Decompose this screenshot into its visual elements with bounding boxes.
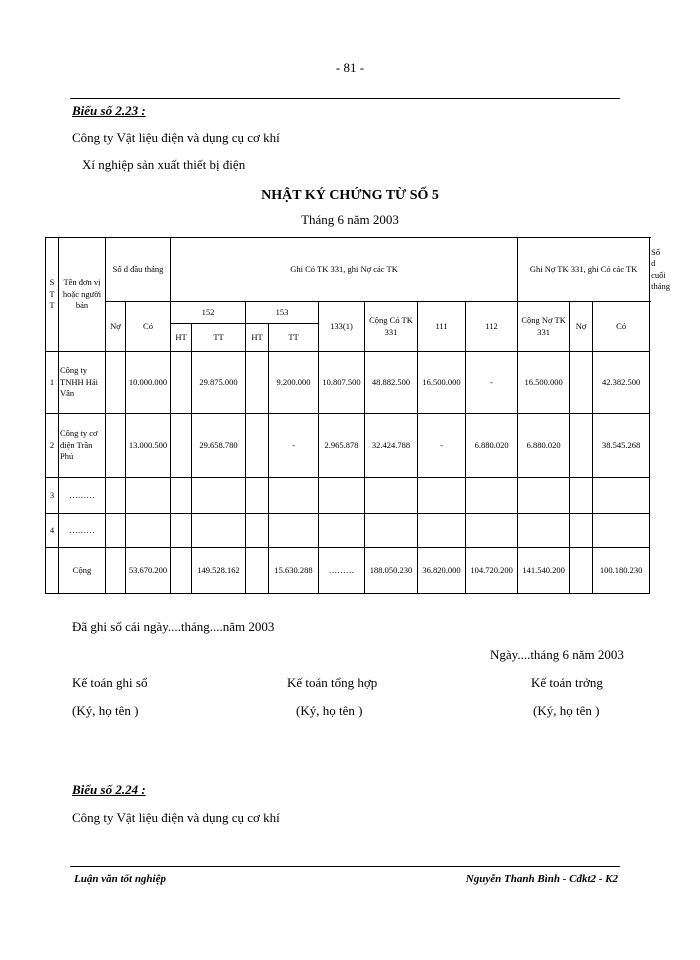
cell-cong-no: 6.880.020 (518, 414, 570, 478)
cell-du-cuoi-no (570, 352, 593, 414)
cell-ht152 (171, 514, 192, 548)
cell-du-cuoi-no (570, 478, 593, 514)
page-number: - 81 - (335, 60, 365, 75)
cell-cong-no (518, 514, 570, 548)
total-tk111: 36.820.000 (418, 548, 466, 594)
section-label-2-24: Biểu số 2.24 : (72, 782, 146, 797)
cell-ht153 (246, 514, 269, 548)
cell-tk111 (418, 514, 466, 548)
cell-tk112 (466, 514, 518, 548)
cell-du-cuoi-no (570, 414, 593, 478)
cell-ht152 (171, 414, 192, 478)
header-stt: S T T (46, 238, 59, 352)
total-tk112: 104.720.200 (466, 548, 518, 594)
cell-cong-co: 48.882.500 (365, 352, 418, 414)
table-row (46, 514, 650, 548)
header-tk152: 152 (171, 302, 246, 324)
section-label-2-23: Biểu số 2.23 : (72, 103, 146, 118)
cell-du-cuoi-co: 42.382.500 (593, 352, 650, 414)
signer-2-title: Kế toán tổng hợp (287, 675, 378, 690)
total-tt153: 15.630.288 (269, 548, 319, 594)
header-du-cuoi-co: Có (593, 302, 650, 352)
header-tk111: 111 (418, 302, 466, 352)
header-ht-152: HT (171, 324, 192, 352)
header-row-2 (46, 302, 650, 324)
total-du-cuoi-no (570, 548, 593, 594)
table-row (46, 352, 650, 414)
header-tt-152: TT (192, 324, 246, 352)
cell-tt152 (192, 514, 246, 548)
cell-stt: 4 (46, 514, 59, 548)
cell-tk133 (319, 478, 365, 514)
signer-3-note: (Ký, họ tên ) (533, 703, 600, 718)
signer-2-note: (Ký, họ tên ) (296, 703, 363, 718)
header-ghi-co: Ghi Có TK 331, ghi Nợ các TK (171, 238, 518, 302)
cell-tk133: 2.965.878 (319, 414, 365, 478)
company-name-2: Công ty Vật liệu điện và dụng cụ cơ khí (72, 810, 280, 825)
cell-du-cuoi-co: 38.545.268 (593, 414, 650, 478)
cell-tk133: 10.807.500 (319, 352, 365, 414)
header-ghi-no: Ghi Nợ TK 331, ghi Có các TK (518, 238, 650, 302)
cell-du-dau-co: 13.000.500 (126, 414, 171, 478)
cell-tt152: 29.658.780 (192, 414, 246, 478)
total-ht152 (171, 548, 192, 594)
header-cong-no: Cộng Nợ TK 331 (518, 302, 570, 352)
header-ht-153: HT (246, 324, 269, 352)
cell-cong-co (365, 478, 418, 514)
cell-du-dau-co (126, 478, 171, 514)
cell-stt: 2 (46, 414, 59, 478)
total-du-dau-co: 53.670.200 (126, 548, 171, 594)
total-ht153 (246, 548, 269, 594)
total-cong-co: 188.050.230 (365, 548, 418, 594)
cell-ht152 (171, 478, 192, 514)
sign-date: Ngày....tháng 6 năm 2003 (490, 647, 624, 662)
recorded-line: Đã ghi sổ cái ngày....tháng....năm 2003 (72, 619, 275, 634)
signer-1-note: (Ký, họ tên ) (72, 703, 139, 718)
cell-cong-co (365, 514, 418, 548)
cell-ht153 (246, 352, 269, 414)
signer-1-title: Kế toán ghi sổ (72, 675, 148, 690)
cell-du-cuoi-no (570, 514, 593, 548)
cell-du-cuoi-co (593, 478, 650, 514)
cell-tk112: - (466, 352, 518, 414)
total-du-cuoi-co: 100.180.230 (593, 548, 650, 594)
signer-3-title: Kế toán trởng (531, 675, 603, 690)
header-rule (70, 98, 620, 99)
cell-tk112: 6.880.020 (466, 414, 518, 478)
cell-du-dau-no (106, 514, 126, 548)
cell-ten: Công ty cơ điện Trần Phú (59, 414, 106, 478)
factory-name: Xí nghiệp sản xuất thiết bị điện (82, 157, 246, 172)
journal-title: NHẬT KÝ CHỨNG TỪ SỐ 5 (261, 188, 439, 203)
total-label: Cộng (59, 548, 106, 594)
cell-tk133 (319, 514, 365, 548)
company-name: Công ty Vật liệu điện và dụng cụ cơ khí (72, 130, 280, 145)
cell-tk112 (466, 478, 518, 514)
journal-subtitle: Tháng 6 năm 2003 (301, 212, 399, 227)
footer-right: Nguyễn Thanh Bình - Cđkt2 - K2 (465, 873, 618, 885)
cell-ten: Công ty TNHH Hải Vân (59, 352, 106, 414)
cell-tt152 (192, 478, 246, 514)
header-du-cuoi-no: Nợ (570, 302, 593, 352)
cell-tt153: 9.200.000 (269, 352, 319, 414)
cell-du-dau-co: 10.000.000 (126, 352, 171, 414)
header-cong-co: Cộng Có TK 331 (365, 302, 418, 352)
header-tk112: 112 (466, 302, 518, 352)
cell-tt153 (269, 514, 319, 548)
total-cong-no: 141.540.200 (518, 548, 570, 594)
cell-tk111 (418, 478, 466, 514)
cell-cong-no: 16.500.000 (518, 352, 570, 414)
table-total-row (46, 548, 650, 594)
cell-du-dau-co (126, 514, 171, 548)
cell-stt: 1 (46, 352, 59, 414)
cell-tk111: 16.500.000 (418, 352, 466, 414)
cell-ht153 (246, 478, 269, 514)
cell-stt: 3 (46, 478, 59, 514)
footer-left: Luận văn tốt nghiệp (74, 873, 166, 885)
cell-du-cuoi-co (593, 514, 650, 548)
cell-tk111: - (418, 414, 466, 478)
cell-tt153: - (269, 414, 319, 478)
header-so-du-dau: Số d đầu tháng (106, 238, 171, 302)
cell-cong-no (518, 478, 570, 514)
header-du-dau-no: Nợ (106, 302, 126, 352)
total-stt (46, 548, 59, 594)
header-tk133: 133(1) (319, 302, 365, 352)
header-row-1: S T T Tên đơn vị hoặc người bán Số d đầu tháng Ghi Có TK 331, ghi Nợ các TK Ghi Nợ TK 331, ghi Có các TK Số d cuối tháng (46, 238, 650, 302)
total-tk133: ……… (319, 548, 365, 594)
cell-ht152 (171, 352, 192, 414)
cell-du-dau-no (106, 478, 126, 514)
header-tt-153: TT (269, 324, 319, 352)
cell-tt153 (269, 478, 319, 514)
header-ten: Tên đơn vị hoặc người bán (59, 238, 106, 352)
total-tt152: 149.528.162 (192, 548, 246, 594)
cell-ht153 (246, 414, 269, 478)
cell-tt152: 29.875.000 (192, 352, 246, 414)
table-row (46, 478, 650, 514)
cell-cong-co: 32.424.788 (365, 414, 418, 478)
cell-du-dau-no (106, 352, 126, 414)
journal-table (45, 237, 671, 594)
footer-rule (70, 866, 620, 867)
header-du-dau-co: Có (126, 302, 171, 352)
cell-du-dau-no (106, 414, 126, 478)
cell-ten: ……… (59, 514, 106, 548)
total-du-dau-no (106, 548, 126, 594)
table-row (46, 414, 650, 478)
header-tk153: 153 (246, 302, 319, 324)
cell-ten: ……… (59, 478, 106, 514)
